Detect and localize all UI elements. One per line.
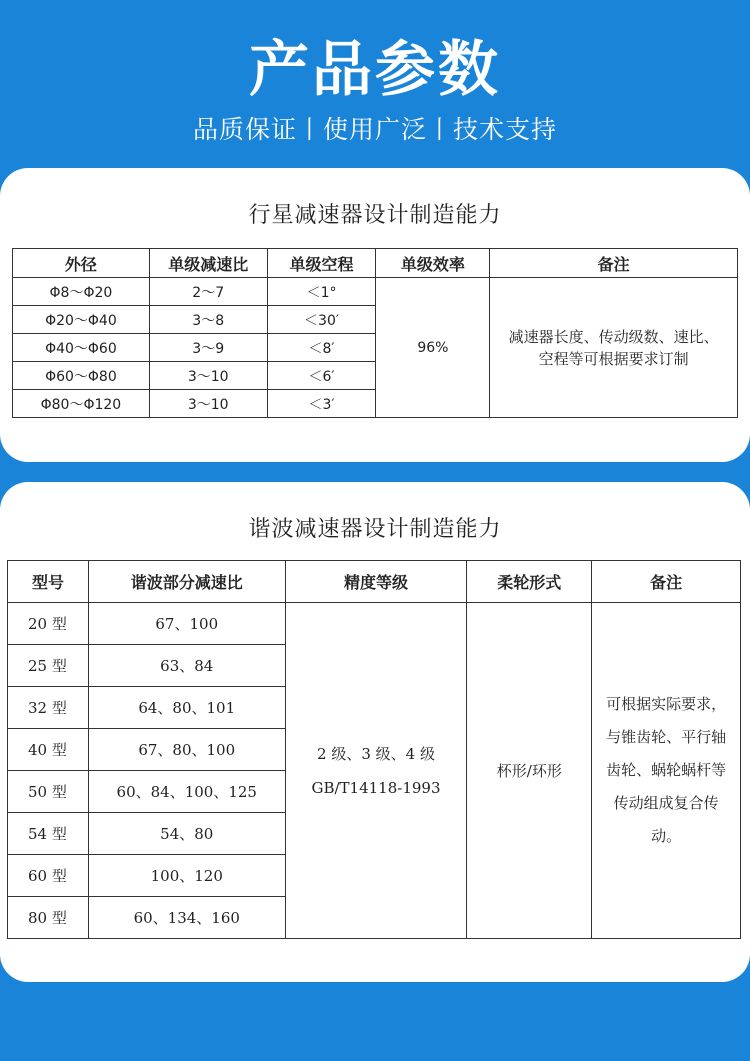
cell-note <box>592 603 741 939</box>
planetary-table <box>12 248 738 418</box>
note-line: 与锥齿轮、平行轴 <box>606 728 727 746</box>
cell-model: 40 型 <box>8 729 89 771</box>
harmonic-card <box>0 482 750 982</box>
note-line: 减速器长度、传动级数、速比、 <box>508 327 719 346</box>
cell-ratio: 64、80、101 <box>88 687 285 729</box>
planetary-card <box>0 168 750 462</box>
planetary-title: 行星减速器设计制造能力 <box>248 203 502 228</box>
cell-diameter: Φ8～Φ20 <box>13 278 150 306</box>
table-header-row <box>8 561 741 603</box>
cell-model: 25 型 <box>8 645 89 687</box>
note-line: 齿轮、蜗轮蜗杆等 <box>606 761 727 779</box>
note-line: 动。 <box>651 827 682 845</box>
cell-ratio: 60、134、160 <box>88 897 285 939</box>
header-model: 型号 <box>8 561 89 603</box>
cell-diameter: Φ80～Φ120 <box>13 390 150 418</box>
page-tagline: 品质保证丨使用广泛丨技术支持 <box>192 115 557 144</box>
cell-flexspline: 杯形/环形 <box>467 603 592 939</box>
cell-diameter: Φ40～Φ60 <box>13 334 150 362</box>
cell-backlash: ＜30′ <box>267 306 376 334</box>
cell-model: 20 型 <box>8 603 89 645</box>
cell-efficiency: 96% <box>376 278 490 418</box>
table-header-row <box>13 249 738 278</box>
page-title: 产品参数 <box>249 35 501 105</box>
cell-diameter: Φ60～Φ80 <box>13 362 150 390</box>
cell-model: 50 型 <box>8 771 89 813</box>
harmonic-table <box>7 560 741 939</box>
cell-model: 32 型 <box>8 687 89 729</box>
header-ratio: 单级减速比 <box>149 249 267 278</box>
cell-ratio: 67、80、100 <box>88 729 285 771</box>
cell-diameter: Φ20～Φ40 <box>13 306 150 334</box>
page-header <box>0 0 750 170</box>
cell-note <box>490 278 738 418</box>
table-row <box>13 278 738 306</box>
cell-model: 54 型 <box>8 813 89 855</box>
cell-backlash: ＜1° <box>267 278 376 306</box>
precision-line: GB/T14118-1993 <box>311 778 441 797</box>
cell-ratio: 67、100 <box>88 603 285 645</box>
table-row <box>8 603 741 645</box>
cell-model: 80 型 <box>8 897 89 939</box>
note-line: 空程等可根据要求订制 <box>538 349 689 368</box>
cell-precision <box>285 603 467 939</box>
harmonic-title: 谐波减速器设计制造能力 <box>248 517 502 542</box>
cell-ratio: 2～7 <box>149 278 267 306</box>
header-flexspline: 柔轮形式 <box>467 561 592 603</box>
header-note: 备注 <box>490 249 738 278</box>
note-line: 可根据实际要求， <box>606 695 727 713</box>
header-efficiency: 单级效率 <box>376 249 490 278</box>
cell-ratio: 60、84、100、125 <box>88 771 285 813</box>
cell-ratio: 100、120 <box>88 855 285 897</box>
precision-line: 2 级、3 级、4 级 <box>317 744 435 763</box>
note-line: 传动组成复合传 <box>613 794 719 812</box>
header-diameter: 外径 <box>13 249 150 278</box>
cell-ratio: 3～10 <box>149 390 267 418</box>
cell-backlash: ＜3′ <box>267 390 376 418</box>
cell-ratio: 54、80 <box>88 813 285 855</box>
cell-backlash: ＜6′ <box>267 362 376 390</box>
cell-ratio: 3～8 <box>149 306 267 334</box>
header-note: 备注 <box>592 561 741 603</box>
cell-ratio: 3～10 <box>149 362 267 390</box>
header-precision: 精度等级 <box>285 561 467 603</box>
header-backlash: 单级空程 <box>267 249 376 278</box>
header-ratio: 谐波部分减速比 <box>88 561 285 603</box>
cell-ratio: 63、84 <box>88 645 285 687</box>
cell-backlash: ＜8′ <box>267 334 376 362</box>
cell-ratio: 3～9 <box>149 334 267 362</box>
cell-model: 60 型 <box>8 855 89 897</box>
